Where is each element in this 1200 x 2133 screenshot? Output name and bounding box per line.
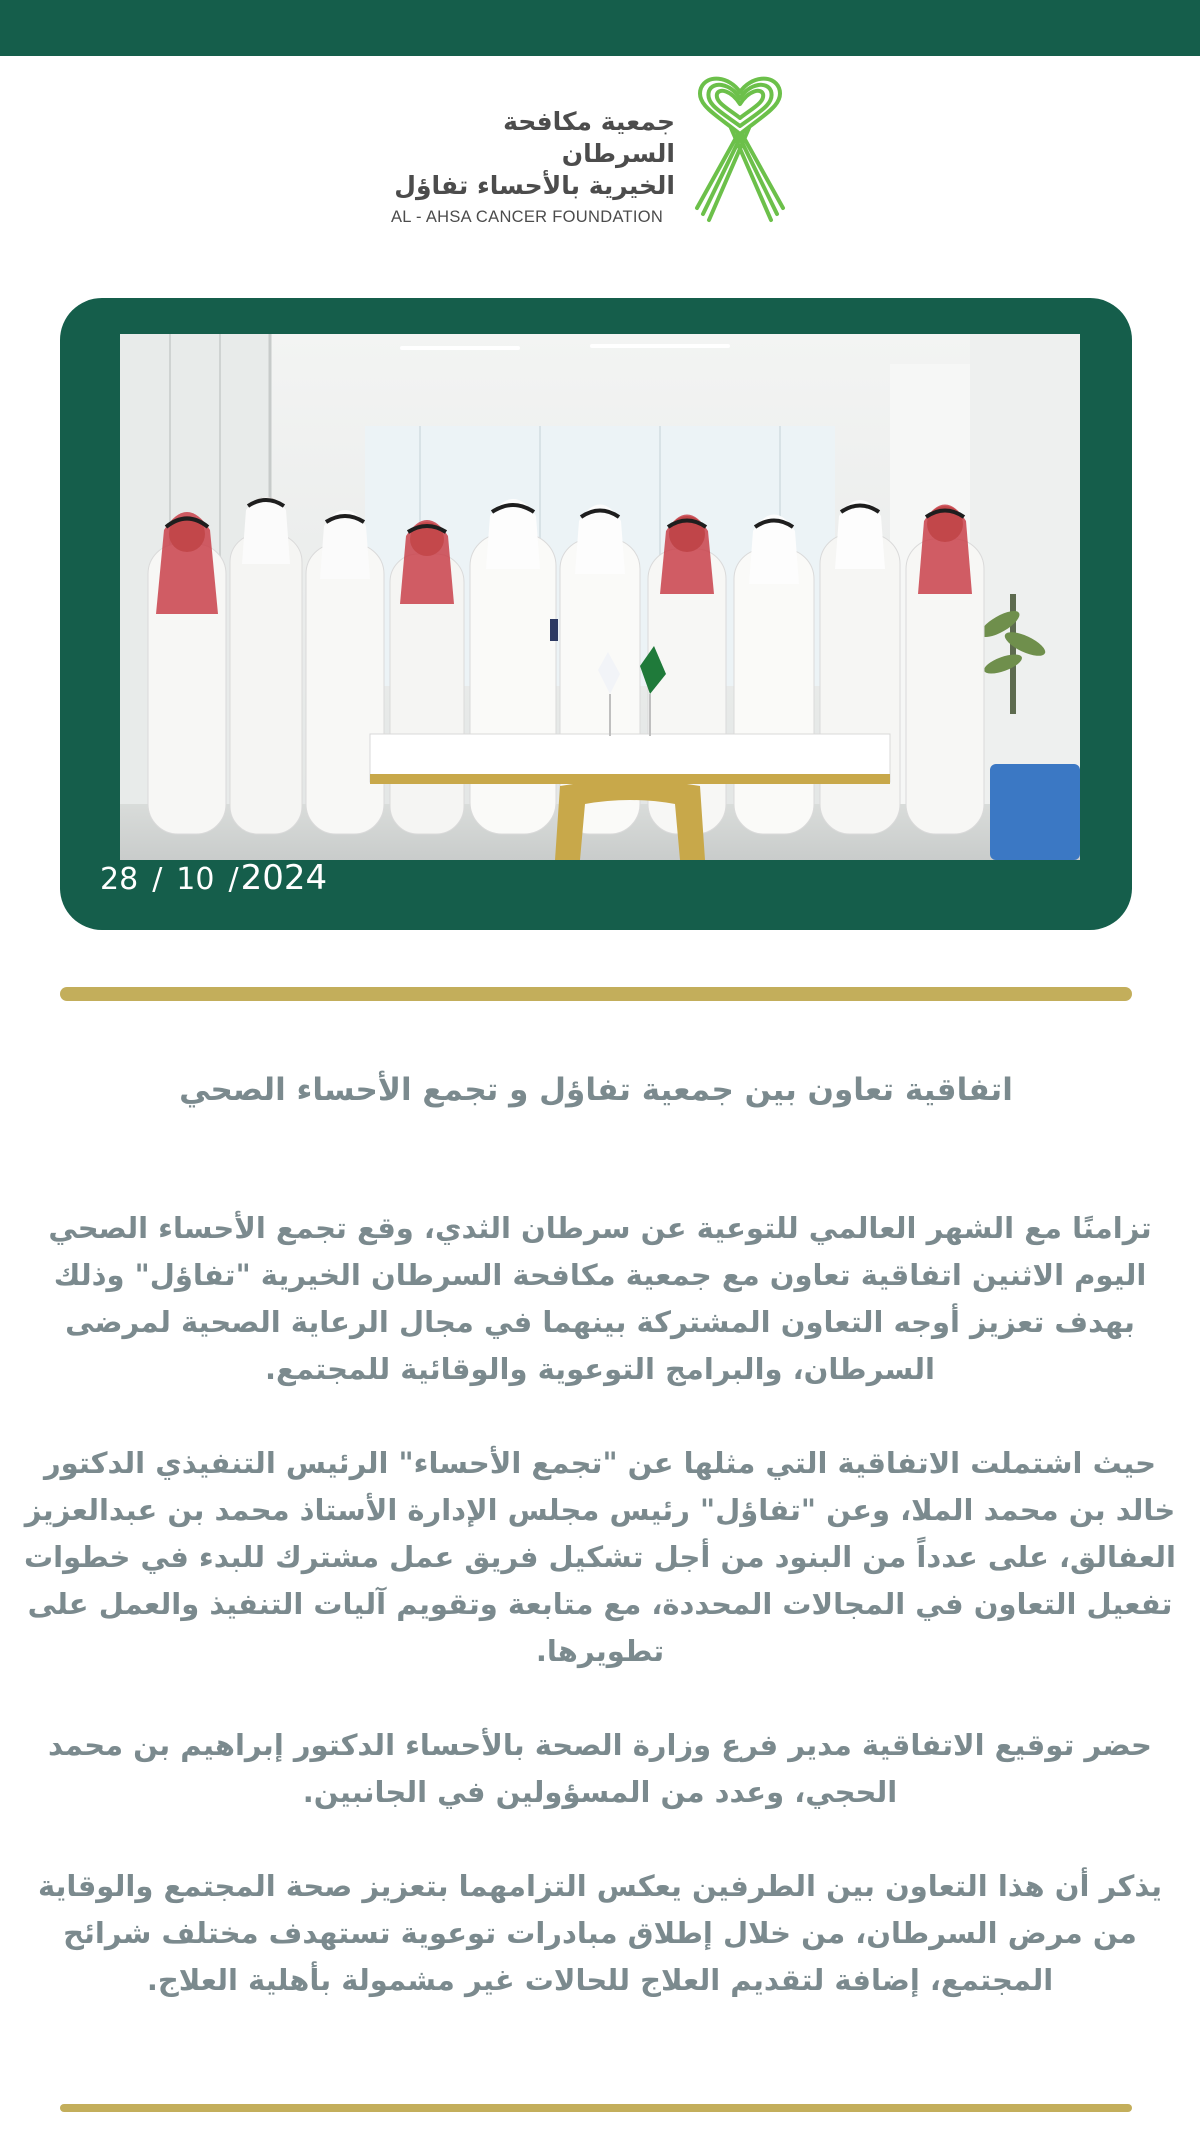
post-paragraph: تزامنًا مع الشهر العالمي للتوعية عن سرطان الثدي، وقع تجمع الأحساء الصحي اليوم الاثنين اتفاقية تعاون مع جمعية مكافحة السرطان الخيرية "تفاؤل" وذلك بهدف تعزيز أوجه التعاون المشتركة بينهما في مجال الرعاية الصحية لمرضى السرطان، والبرامج التوعوية والوقائية للمجتمع.: [48, 1211, 1152, 1386]
logo-name-english: AL - AHSA CANCER FOUNDATION: [391, 208, 664, 226]
post-paragraph: حضر توقيع الاتفاقية مدير فرع وزارة الصحة بالأحساء الدكتور إبراهيم بن محمد الحجي، وعدد من المسؤولين في الجانبين.: [48, 1728, 1152, 1809]
date-separator: /: [152, 862, 163, 897]
ribbon-heart-icon: [685, 74, 795, 224]
date-month: 10: [176, 862, 215, 897]
group-photo[interactable]: [120, 334, 1080, 860]
date-separator: /: [228, 862, 239, 897]
logo-text: [385, 106, 675, 227]
post-date: [100, 860, 327, 898]
post-body: [22, 1205, 1178, 2051]
post-title: اتفاقية تعاون بين جمعية تفاؤل و تجمع الأحساء الصحي: [179, 1072, 1013, 1108]
date-day: 28: [100, 862, 139, 897]
logo-name-arabic-line2: الخيرية بالأحساء تفاؤل: [394, 171, 675, 200]
logo-name-arabic-line1: جمعية مكافحة السرطان: [503, 107, 675, 168]
post-paragraph: يذكر أن هذا التعاون بين الطرفين يعكس التزامهما بتعزيز صحة المجتمع والوقاية من مرض السرطان، من خلال إطلاق مبادرات توعوية تستهدف مختلف شرائح المجتمع، إضافة لتقديم العلاج للحالات غير مشمولة بأهلية العلاج.: [37, 1869, 1163, 1997]
foundation-logo[interactable]: [385, 72, 805, 226]
divider-bottom: [60, 2104, 1132, 2112]
divider-top: [60, 987, 1132, 1001]
top-bar: [0, 0, 1200, 56]
group-photo-illustration: [120, 334, 1080, 860]
post-paragraph: حيث اشتملت الاتفاقية التي مثلها عن "تجمع الأحساء" الرئيس التنفيذي الدكتور خالد بن محمد الملا، وعن "تفاؤل" رئيس مجلس الإدارة الأستاذ محمد بن عبدالعزيز العفالق، على عدداً من البنود من أجل تشكيل فريق عمل مشترك للبدء في خطوات تفعيل التعاون في المجالات المحددة، مع متابعة وتقويم آليات التنفيذ والعمل على تطويرها.: [23, 1446, 1176, 1668]
date-year: 2024: [240, 858, 328, 898]
news-image-card: [60, 298, 1132, 930]
